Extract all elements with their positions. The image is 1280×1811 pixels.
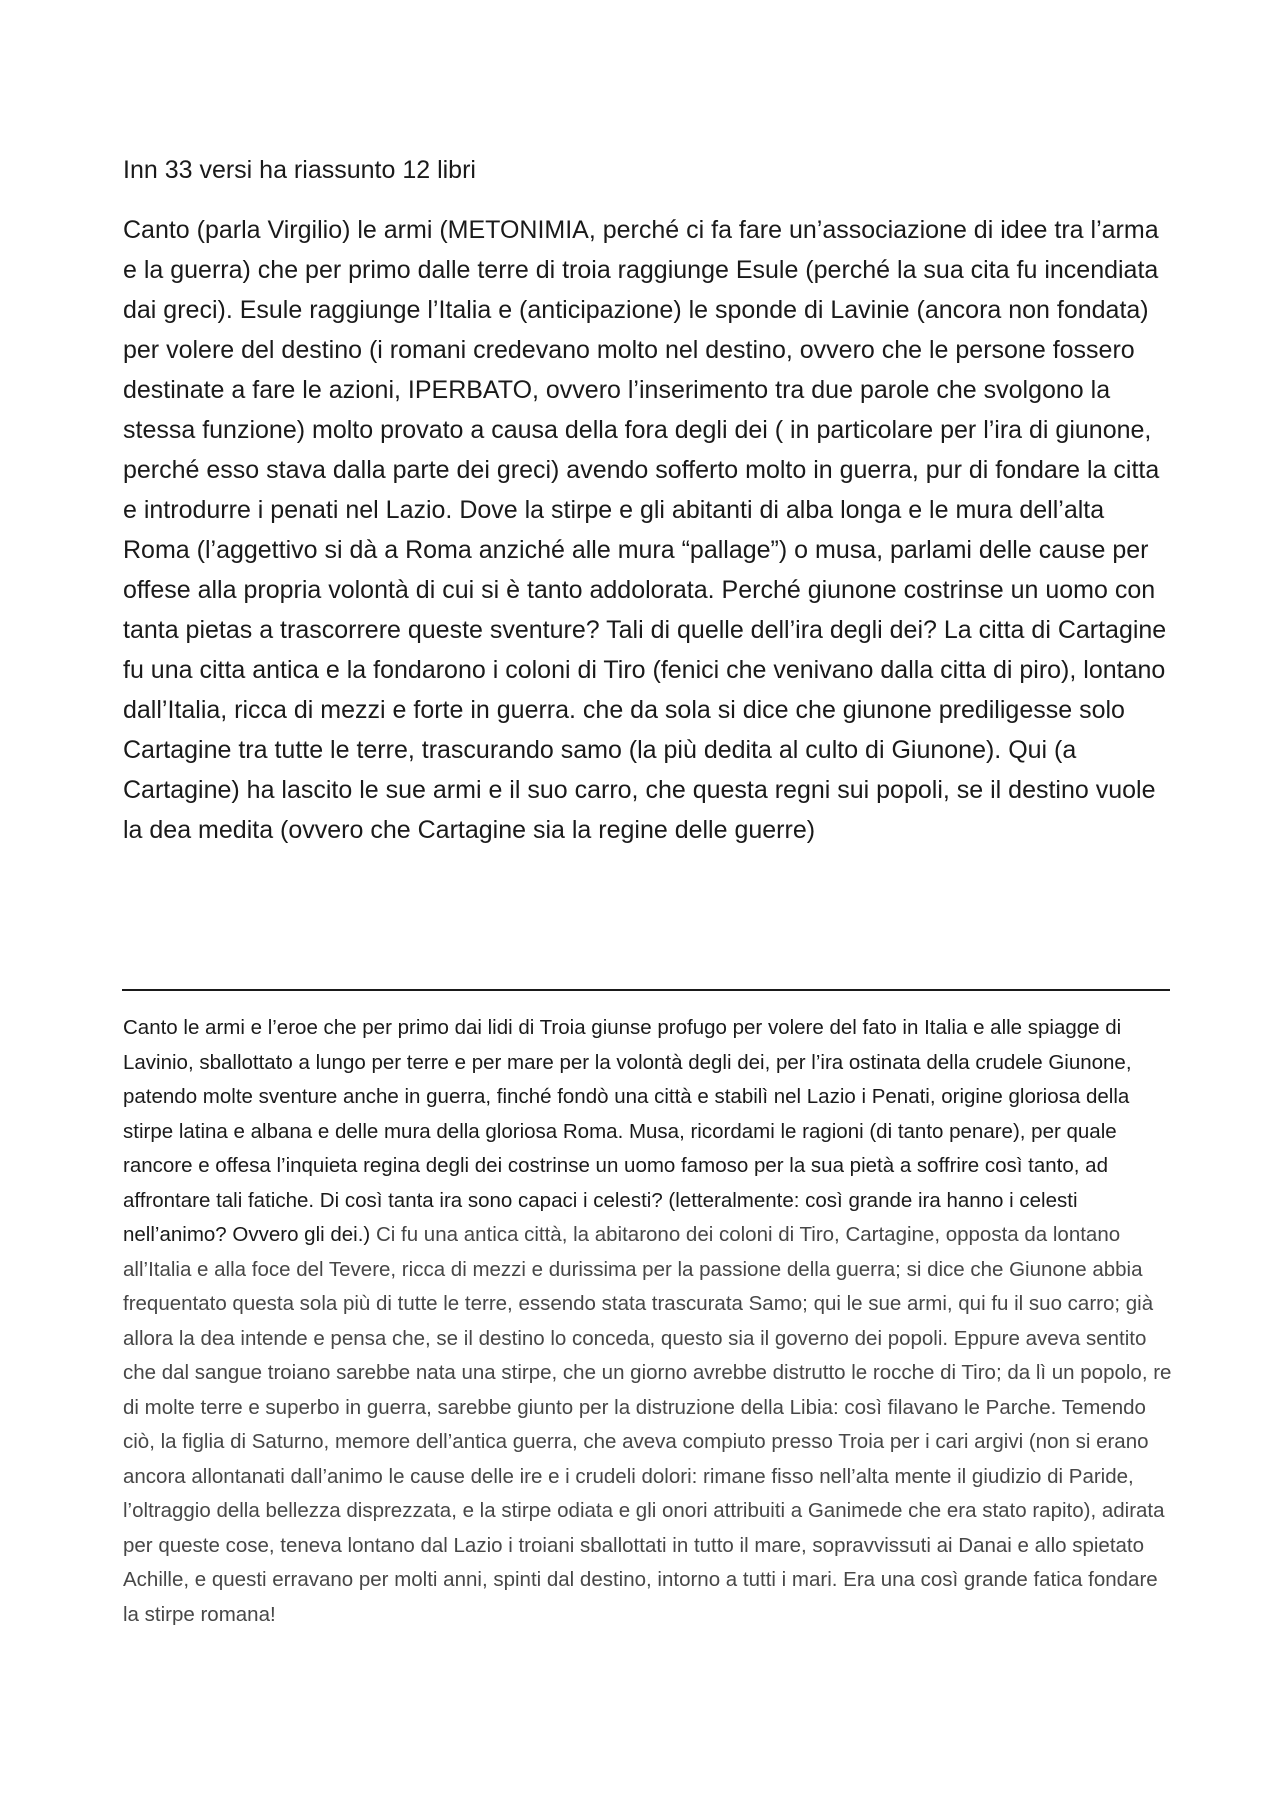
section-divider: [122, 989, 1170, 991]
page-heading: Inn 33 versi ha riassunto 12 libri: [123, 156, 476, 184]
translation-paragraph: [123, 1011, 1175, 1632]
translation-part-a: Canto le armi e l’eroe che per primo dai lidi di Troia giunse profugo per volere del fato in Italia e alle spiagge di Lavinio, sballottato a lungo per terre e per mare per la volontà degli dei, per l’ira ostinata della crudele Giunone, patendo molte sventure anche in guerra, finché fondò una città e stabilì nel Lazio i Penati, origine gloriosa della stirpe latina e albana e delle mura della gloriosa Roma. Musa, ricordami le ragioni (di tanto penare), per quale rancore e offesa l’inquieta regina degli dei costrinse un uomo famoso per la sua pietà a soffrire così tanto, ad affrontare tali fatiche. Di così tanta ira sono capaci i celesti? (letteralmente: così grande ira hanno i celesti nell’animo? Ovvero gli dei.): [123, 1016, 1132, 1246]
notes-paragraph: Canto (parla Virgilio) le armi (METONIMIA, perché ci fa fare un’associazione di idee tra l’arma e la guerra) che per primo dalle terre di troia raggiunge Esule (perché la sua cita fu incendiata dai greci). Esule raggiunge l’Italia e (anticipazione) le sponde di Lavinie (ancora non fondata) per volere del destino (i romani credevano molto nel destino, ovvero che le persone fossero destinate a fare le azioni, IPERBATO, ovvero l’inserimento tra due parole che svolgono la stessa funzione) molto provato a causa della fora degli dei ( in particolare per l’ira di giunone, perché esso stava dalla parte dei greci) avendo sofferto molto in guerra, pur di fondare la citta e introdurre i penati nel Lazio. Dove la stirpe e gli abitanti di alba longa e le mura dell’alta Roma (l’aggettivo si dà a Roma anziché alle mura “pallage”) o musa, parlami delle cause per offese alla propria volontà di cui si è tanto addolorata. Perché giunone costrinse un uomo con tanta pietas a trascorrere queste sventure? Tali di quelle dell’ira degli dei? La citta di Cartagine fu una citta antica e la fondarono i coloni di Tiro (fenici che venivano dalla citta di piro), lontano dall’Italia, ricca di mezzi e forte in guerra. che da sola si dice che giunone prediligesse solo Cartagine tra tutte le terre, trascurando samo (la più dedita al culto di Giunone). Qui (a Cartagine) ha lascito le sue armi e il suo carro, che questa regni sui popoli, se il destino vuole la dea medita (ovvero che Cartagine sia la regine delle guerre): [123, 216, 1167, 844]
translation-part-b: Ci fu una antica città, la abitarono dei coloni di Tiro, Cartagine, opposta da lontano all’Italia e alla foce del Tevere, ricca di mezzi e durissima per la passione della guerra; si dice che Giunone abbia frequentato questa sola più di tutte le terre, essendo stata trascurata Samo; qui le sue armi, qui fu il suo carro; già allora la dea intende e pensa che, se il destino lo conceda, questo sia il governo dei popoli. Eppure aveva sentito che dal sangue troiano sarebbe nata una stirpe, che un giorno avrebbe distrutto le rocche di Tiro; da lì un popolo, re di molte terre e superbo in guerra, sarebbe giunto per la distruzione della Libia: così filavano le Parche. Temendo ciò, la figlia di Saturno, memore dell’antica guerra, che aveva compiuto presso Troia per i cari argivi (non si erano ancora allontanati dall’animo le cause delle ire e i crudeli dolori: rimane fisso nell’alta mente il giudizio di Paride, l’oltraggio della bellezza disprezzata, e la stirpe odiata e gli onori attribuiti a Ganimede che era stato rapito), adirata per queste cose, teneva lontano dal Lazio i troiani sballottati in tutto il mare, sopravvissuti ai Danai e allo spietato Achille, e questi erravano per molti anni, spinti dal destino, intorno a tutti i mari. Era una così grande fatica fondare la stirpe romana!: [123, 1223, 1172, 1626]
